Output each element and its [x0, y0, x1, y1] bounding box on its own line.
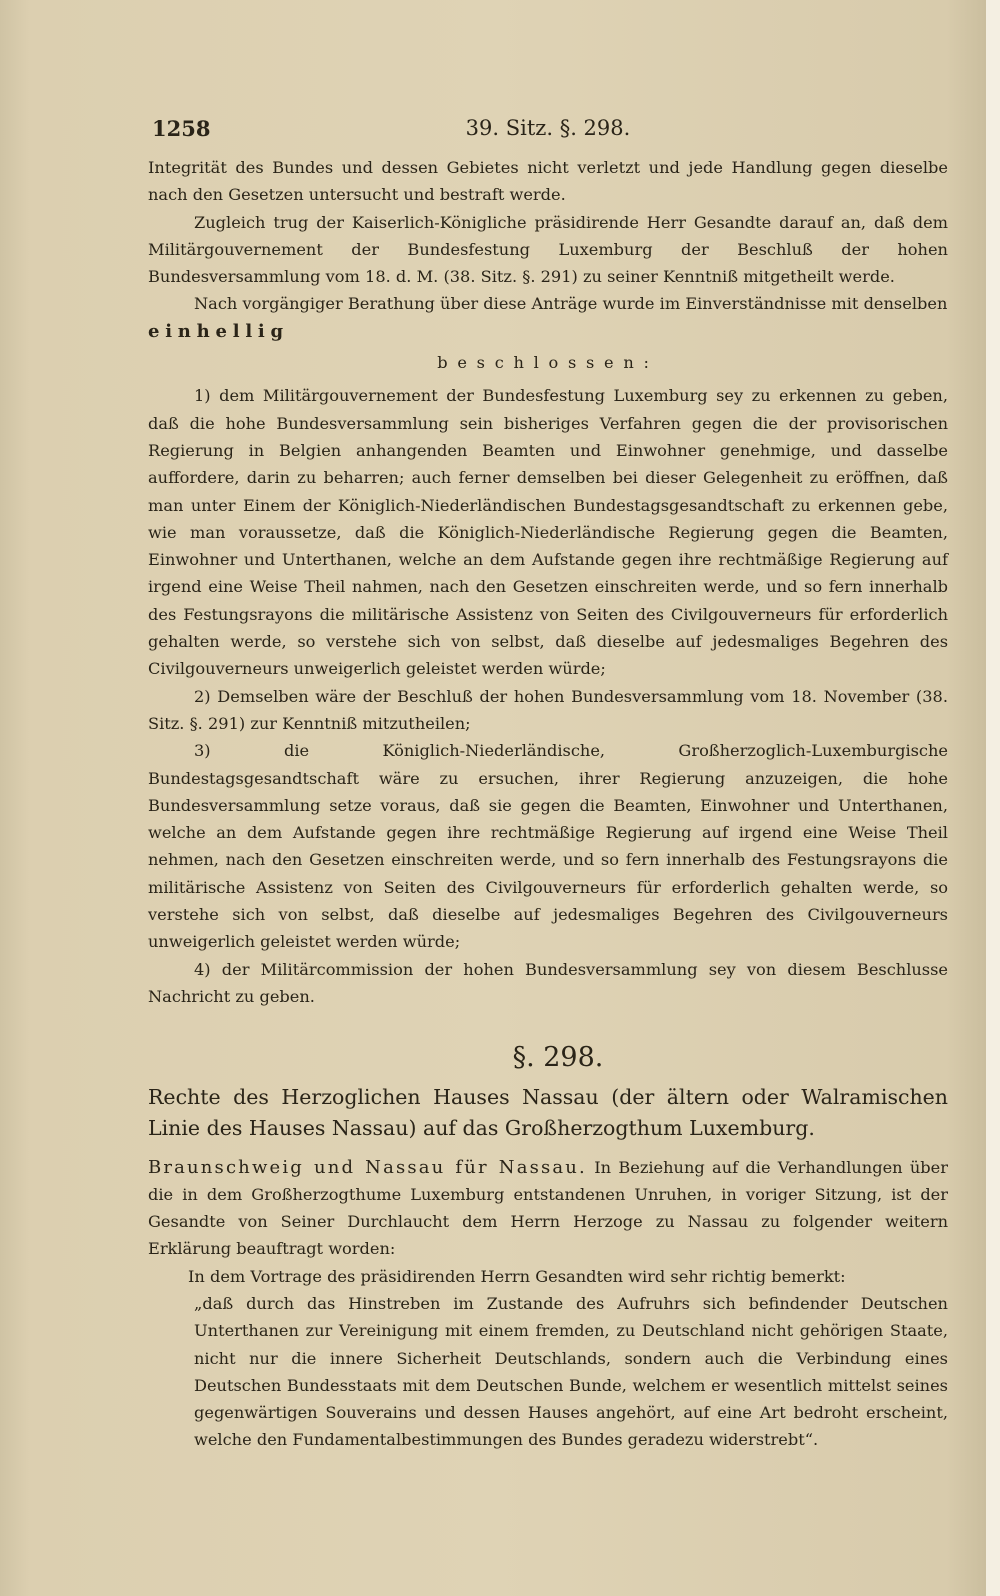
- section-number: §. 298.: [512, 1042, 604, 1074]
- page-edge: [986, 0, 1000, 1596]
- paragraph-proposal: Zugleich trug der Kaiserlich-Königliche präsidirende Herr Gesandte darauf an, daß dem Militärgouvernement der Bundesfestung Luxemburg der Beschluß der hohen Bundesversammlung vom 18. d. M. (38. Sitz. §. 291) zu seiner Kenntniß mitgetheilt werde.: [148, 212, 948, 287]
- section-statement: [148, 1154, 948, 1263]
- unanimous-label: einhellig: [148, 320, 289, 342]
- resolved-heading: beschlossen:: [437, 353, 659, 373]
- statement-text: In Beziehung auf die Verhandlungen über die in dem Großherzogthume Luxemburg entstandenen Unruhen, in voriger Sitzung, ist der Gesandte von Seiner Durchlaucht dem Herrn Herzoge zu Nassau zu folgender weitern Erklärung beauftragt worden:: [148, 1157, 948, 1259]
- resolution-item: 3) die Königlich-Niederländische, Großherzoglich-Luxemburgische Bundestagsgesandtschaft wäre zu ersuchen, ihrer Regierung anzuzeigen, die hohe Bundesversammlung setze voraus, daß sie gegen die Beamten, Einwohner und Unterthanen, welche an dem Aufstande gegen ihre rechtmäßige Regierung auf irgend eine Weise Theil nehmen, nach den Gesetzen einschreiten werde, und so fern innerhalb des Festungsrayons die militärische Assistenz von Seiten des Civilgouverneurs für erforderlich gehalten werde, so verstehe sich von selbst, daß dieselbe auf jedesmaliges Begehren des Civilgouverneurs unweigerlich geleistet werden würde;: [148, 741, 948, 952]
- state-label: Braunschweig und Nassau für Nassau.: [148, 1156, 587, 1178]
- resolution-item: 2) Demselben wäre der Beschluß der hohen Bundesversammlung vom 18. November (38. Sitz. §. 291) zur Kenntniß mitzutheilen;: [148, 686, 948, 733]
- section-title: Rechte des Herzoglichen Hauses Nassau (der ältern oder Walramischen Linie des Hauses Nassau) auf das Großherzogthum Luxemburg.: [148, 1084, 948, 1140]
- page-header: [148, 110, 948, 154]
- page-number: 1258: [152, 116, 211, 141]
- quote-intro: In dem Vortrage des präsidirenden Herrn Gesandten wird sehr richtig bemerkt:: [188, 1266, 846, 1286]
- resolution-item: 4) der Militärcommission der hohen Bundesversammlung sey von diesem Beschlusse Nachricht zu geben.: [148, 959, 948, 1006]
- quote-text: „daß durch das Hinstreben im Zustande des Aufruhrs sich befindender Deutschen Unterthanen zur Vereinigung mit einem fremden, zu Deutschland nicht gehörigen Staate, nicht nur die innere Sicherheit Deutschlands, sondern auch die Verbindung eines Deutschen Bundesstaats mit dem Deutschen Bunde, welchem er wesentlich mittelst seines gegenwärtigen Souverains und dessen Hauses angehört, auf eine Art bedroht erscheint, welche den Fundamentalbestimmungen des Bundes geradezu widerstrebt“.: [194, 1293, 948, 1450]
- paragraph-continuation: Integrität des Bundes und dessen Gebietes nicht verletzt und jede Handlung gegen dieselbe nach den Gesetzen untersucht und bestraft werde.: [148, 158, 948, 205]
- paragraph-deliberation: Nach vorgängiger Berathung über diese Anträge wurde im Einverständnisse mit denselben: [194, 294, 948, 314]
- resolution-item: 1) dem Militärgouvernement der Bundesfestung Luxemburg sey zu erkennen zu geben, daß die hohe Bundesversammlung sein bisheriges Verfahren gegen die der provisorischen Regierung in Belgien anhangenden Beamten und Einwohner genehmige, und dasselbe auffordere, darin zu beharren; auch ferner demselben bei dieser Gelegenheit zu eröffnen, daß man unter Einem der Königlich-Niederländischen Bundestagsgesandtschaft zu erkennen gebe, wie man voraussetze, daß die Königlich-Niederländische Regierung gegen die Beamten, Einwohner und Unterthanen, welche an dem Aufstande gegen ihre rechtmäßige Regierung auf irgend eine Weise Theil nahmen, nach den Gesetzen einschreiten werde, und so fern innerhalb des Festungsrayons die militärische Assistenz von Seiten des Civilgouverneurs für erforderlich gehalten werde, so verstehe sich von selbst, daß dieselbe auf jedesmaliges Begehren des Civilgouverneurs unweigerlich geleistet werden würde;: [148, 386, 948, 679]
- running-head: 39. Sitz. §. 298.: [465, 116, 631, 140]
- page-content: [148, 110, 948, 1454]
